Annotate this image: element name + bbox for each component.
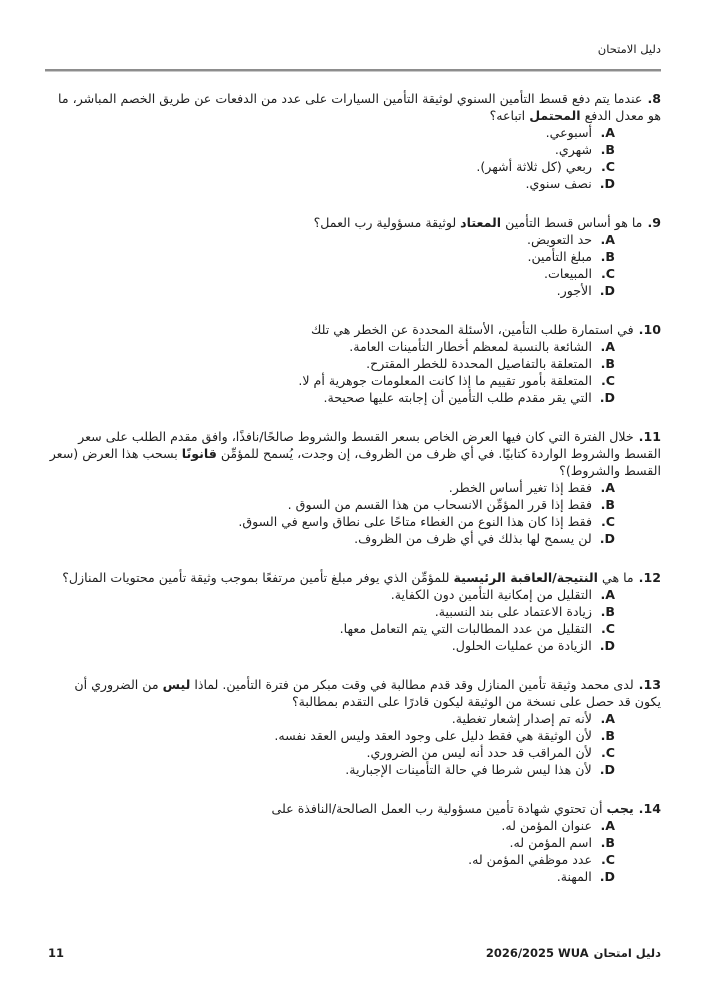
answer-option <box>45 496 615 513</box>
option-label: D. <box>599 869 615 884</box>
option-label: D. <box>599 283 615 298</box>
option-text: التقليل من عدد المطالبات التي يتم التعامل معها. <box>339 621 592 636</box>
answer-option <box>45 513 615 530</box>
option-label: D. <box>599 638 615 653</box>
stem-emphasis: النتيجة/العاقبة الرئيسية <box>453 570 598 585</box>
stem-emphasis: المعتاد <box>460 215 502 230</box>
option-text: عنوان المؤمن له. <box>501 818 592 833</box>
stem-text: في استمارة طلب التأمين، الأسئلة المحددة عن الخطر هي تلك <box>310 322 634 337</box>
stem-text: لوثيقة مسؤولية رب العمل؟ <box>313 215 461 230</box>
answer-option <box>45 868 615 885</box>
options-list <box>45 338 661 406</box>
question-stem <box>45 569 661 586</box>
answer-option <box>45 744 615 761</box>
option-label: B. <box>600 356 615 371</box>
question-block <box>45 676 661 778</box>
option-text: فقط إذا كان هذا النوع من الغطاء متاحًا على نطاق واسع في السوق. <box>238 514 592 529</box>
option-label: C. <box>600 159 615 174</box>
options-list <box>45 710 661 778</box>
stem-emphasis: المحتمل <box>529 108 581 123</box>
option-label: C. <box>600 852 615 867</box>
stem-text: من الضروري أن يكون قد حصل على نسخة من الوثيقة ليكون قادرًا على التقدم بمطالبة؟ <box>74 677 661 709</box>
answer-option <box>45 530 615 547</box>
page-header <box>45 42 661 56</box>
option-label: A. <box>600 125 615 140</box>
answer-option <box>45 479 615 496</box>
option-label: A. <box>600 711 615 726</box>
option-label: C. <box>600 745 615 760</box>
answer-option <box>45 620 615 637</box>
stem-text: عندما يتم دفع قسط التأمين السنوي لوثيقة التأمين السيارات على عدد من الدفعات عن طريق الخصم المباشر، ما هو معدل الدفع <box>58 91 661 123</box>
header-title: دليل الامتحان <box>597 42 661 56</box>
answer-option <box>45 355 615 372</box>
question-number: 10. <box>638 322 661 337</box>
options-list <box>45 586 661 654</box>
answer-option <box>45 158 615 175</box>
question-block <box>45 214 661 299</box>
option-label: C. <box>600 373 615 388</box>
option-label: D. <box>599 390 615 405</box>
answer-option <box>45 265 615 282</box>
option-text: عدد موظفي المؤمن له. <box>468 852 592 867</box>
answer-option <box>45 141 615 158</box>
option-label: D. <box>599 531 615 546</box>
footer-doc-title-en: 2026/2025 WUA <box>485 946 589 960</box>
answer-option <box>45 248 615 265</box>
option-label: B. <box>600 604 615 619</box>
option-text: مبلغ التأمين. <box>527 249 592 264</box>
answer-option <box>45 175 615 192</box>
option-text: فقط إذا قرر المؤمِّن الانسحاب من هذا القسم من السوق . <box>287 497 592 512</box>
option-text: لأن المراقب قد حدد أنه ليس من الضروري. <box>366 745 592 760</box>
options-list <box>45 124 661 192</box>
options-list <box>45 817 661 885</box>
question-block <box>45 321 661 406</box>
question-stem <box>45 321 661 338</box>
option-text: التي يقر مقدم طلب التأمين أن إجابته عليها صحيحة. <box>323 390 592 405</box>
page-footer <box>48 946 661 960</box>
stem-text: ما هو أساس قسط التأمين <box>501 215 643 230</box>
option-label: B. <box>600 142 615 157</box>
question-number: 12. <box>638 570 661 585</box>
stem-text: أن تحتوي شهادة تأمين مسؤولية رب العمل الصالحة/النافذة على <box>271 801 607 816</box>
option-label: B. <box>600 835 615 850</box>
questions-list <box>45 90 661 907</box>
question-number: 14. <box>638 801 661 816</box>
option-label: C. <box>600 266 615 281</box>
stem-emphasis: ليس <box>162 677 191 692</box>
option-text: لأن هذا ليس شرطا في حالة التأمينات الإجبارية. <box>345 762 592 777</box>
option-label: B. <box>600 497 615 512</box>
option-label: D. <box>599 176 615 191</box>
question-stem <box>45 214 661 231</box>
option-text: الشائعة بالنسبة لمعظم أخطار التأمينات العامة. <box>349 339 592 354</box>
header-rule <box>45 69 661 72</box>
answer-option <box>45 603 615 620</box>
answer-option <box>45 586 615 603</box>
stem-text: خلال الفترة التي كان فيها العرض الخاص بسعر القسط والشروط صالحًا/نافذًا، وافق مقدم الطلب على سعر القسط والشروط الواردة كتابيًا. في أي ظرف من الظروف، إن وجدت، يُسمح للمؤمِّن <box>78 429 661 461</box>
answer-option <box>45 761 615 778</box>
option-text: لأن الوثيقة هي فقط دليل على وجود العقد وليس العقد نفسه. <box>274 728 592 743</box>
option-label: A. <box>600 480 615 495</box>
option-text: حد التعويض. <box>526 232 592 247</box>
option-text: لأنه تم إصدار إشعار تغطية. <box>451 711 592 726</box>
stem-emphasis: يجب <box>606 801 634 816</box>
option-text: اسم المؤمن له. <box>509 835 592 850</box>
option-label: B. <box>600 728 615 743</box>
question-block <box>45 90 661 192</box>
question-stem <box>45 676 661 710</box>
answer-option <box>45 727 615 744</box>
option-label: A. <box>600 587 615 602</box>
answer-option <box>45 851 615 868</box>
footer-doc-title-ar: دليل امتحان <box>593 946 661 960</box>
option-label: A. <box>600 232 615 247</box>
answer-option <box>45 124 615 141</box>
answer-option <box>45 231 615 248</box>
option-label: A. <box>600 818 615 833</box>
answer-option <box>45 372 615 389</box>
answer-option <box>45 834 615 851</box>
stem-text: للمؤمِّن الذي يوفر مبلغ تأمين مرتفعًا بموجب وثيقة تأمين محتويات المنازل؟ <box>62 570 454 585</box>
stem-text: لدى محمد وثيقة تأمين المنازل وقد قدم مطالبة في وقت مبكر من فترة التأمين. لماذا <box>190 677 634 692</box>
option-text: الأجور. <box>556 283 592 298</box>
option-text: نصف سنوي. <box>525 176 592 191</box>
option-text: المتعلقة بأمور تقييم ما إذا كانت المعلومات جوهرية أم لا. <box>298 373 592 388</box>
question-stem <box>45 800 661 817</box>
option-text: المهنة. <box>556 869 592 884</box>
option-label: C. <box>600 514 615 529</box>
footer-doc-title <box>486 946 661 960</box>
option-label: B. <box>600 249 615 264</box>
answer-option <box>45 710 615 727</box>
option-label: C. <box>600 621 615 636</box>
option-text: الزيادة من عمليات الحلول. <box>451 638 592 653</box>
option-text: ربعي (كل ثلاثة أشهر). <box>476 159 592 174</box>
option-label: A. <box>600 339 615 354</box>
option-label: D. <box>599 762 615 777</box>
stem-text: اتباعه؟ <box>489 108 530 123</box>
options-list <box>45 231 661 299</box>
question-number: 11. <box>638 429 661 444</box>
stem-text: ما هي <box>597 570 634 585</box>
option-text: زيادة الاعتماد على بند النسبية. <box>434 604 592 619</box>
answer-option <box>45 637 615 654</box>
page-number: 11 <box>48 946 65 960</box>
options-list <box>45 479 661 547</box>
option-text: المبيعات. <box>544 266 592 281</box>
question-stem <box>45 90 661 124</box>
question-stem <box>45 428 661 479</box>
question-block <box>45 428 661 547</box>
answer-option <box>45 389 615 406</box>
option-text: التقليل من إمكانية التأمين دون الكفاية. <box>390 587 592 602</box>
option-text: أسبوعي. <box>545 125 592 140</box>
question-block <box>45 800 661 885</box>
question-block <box>45 569 661 654</box>
answer-option <box>45 817 615 834</box>
answer-option <box>45 338 615 355</box>
option-text: لن يسمح لها بذلك في أي ظرف من الظروف. <box>354 531 592 546</box>
option-text: فقط إذا تغير أساس الخطر. <box>448 480 592 495</box>
stem-emphasis: قانونًا <box>181 446 217 461</box>
question-number: 13. <box>638 677 661 692</box>
answer-option <box>45 282 615 299</box>
question-number: 9. <box>647 215 661 230</box>
question-number: 8. <box>647 91 661 106</box>
stem-text: بسحب هذا العرض (سعر القسط والشروط)؟ <box>49 446 661 478</box>
option-text: شهري. <box>554 142 592 157</box>
option-text: المتعلقة بالتفاصيل المحددة للخطر المقترح. <box>366 356 592 371</box>
